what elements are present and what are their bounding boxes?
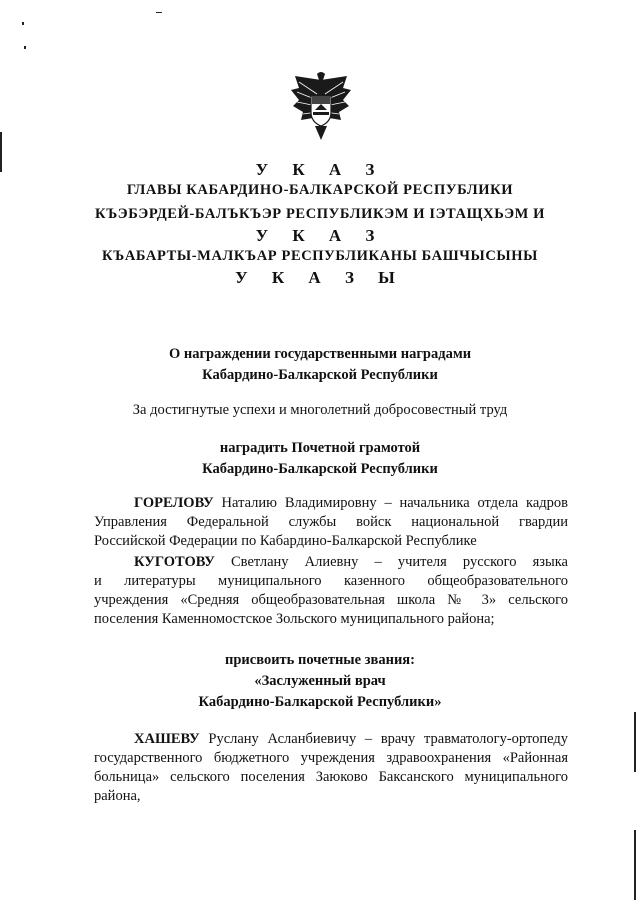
person-paragraph-kugotova: КУГОТОВУ Светлану Алиевну – учителя русского языка и литературы муниципального казенного общеобразовательного учреждения «Средняя общеобразовательная школа № 3» сельского поселения Каменномостское Зольского муниципального района; xyxy=(94,554,568,627)
preamble: За достигнутые успехи и многолетний добросовестный труд xyxy=(132,402,508,418)
issuer-balkar: КЪАБАРТЫ-МАЛКЪАР РЕСПУБЛИКАНЫ БАШЧЫСЫНЫ xyxy=(102,248,538,264)
decree-heading-ru: У К А З xyxy=(255,160,385,179)
scan-mark xyxy=(634,712,636,772)
person-surname: ГОРЕЛОВУ xyxy=(134,495,214,511)
scan-mark xyxy=(22,22,24,25)
person-paragraph-gorelova: ГОРЕЛОВУ Наталию Владимировну – начальника отдела кадров Управления Федеральной службы войск национальной гвардии Российской Федерации по Кабардино-Балкарской Республике xyxy=(94,495,568,549)
honorary-title-heading: присвоить почетные звания: xyxy=(225,652,415,668)
decree-heading-kabardian: У К А З xyxy=(255,226,385,245)
award-certificate-line-1: наградить Почетной грамотой xyxy=(219,440,421,456)
honorary-title-name-line-2: Кабардино-Балкарской Республики» xyxy=(198,694,442,710)
person-paragraph-khasheva: ХАШЕВУ Руслану Асланбиевичу – врачу травматологу-ортопеду государственного бюджетного учреждения здравоохранения «Районная больница» сельского поселения Заюково Баксанского муниципального района, xyxy=(94,731,568,804)
scan-mark xyxy=(0,132,2,172)
decree-title-line-2: Кабардино-Балкарской Республики xyxy=(202,367,438,383)
issuer-ru: ГЛАВЫ КАБАРДИНО-БАЛКАРСКОЙ РЕСПУБЛИКИ xyxy=(126,182,514,198)
decree-title-line-1: О награждении государственными наградами xyxy=(168,346,472,362)
scan-mark xyxy=(24,46,26,49)
scan-mark xyxy=(156,12,162,13)
honorary-title-name-line-1: «Заслуженный врач xyxy=(254,673,386,689)
decree-heading-balkar: У К А З Ы xyxy=(235,268,405,287)
person-surname: КУГОТОВУ xyxy=(134,554,215,570)
scan-mark xyxy=(634,830,636,900)
award-certificate-line-2: Кабардино-Балкарской Республики xyxy=(202,461,438,477)
issuer-kabardian: КЪЭБЭРДЕЙ-БАЛЪКЪЭР РЕСПУБЛИКЭМ И ІЭТАЩХЬЭМ И xyxy=(94,206,546,222)
person-surname: ХАШЕВУ xyxy=(134,731,200,747)
coat-of-arms-emblem xyxy=(289,70,353,142)
